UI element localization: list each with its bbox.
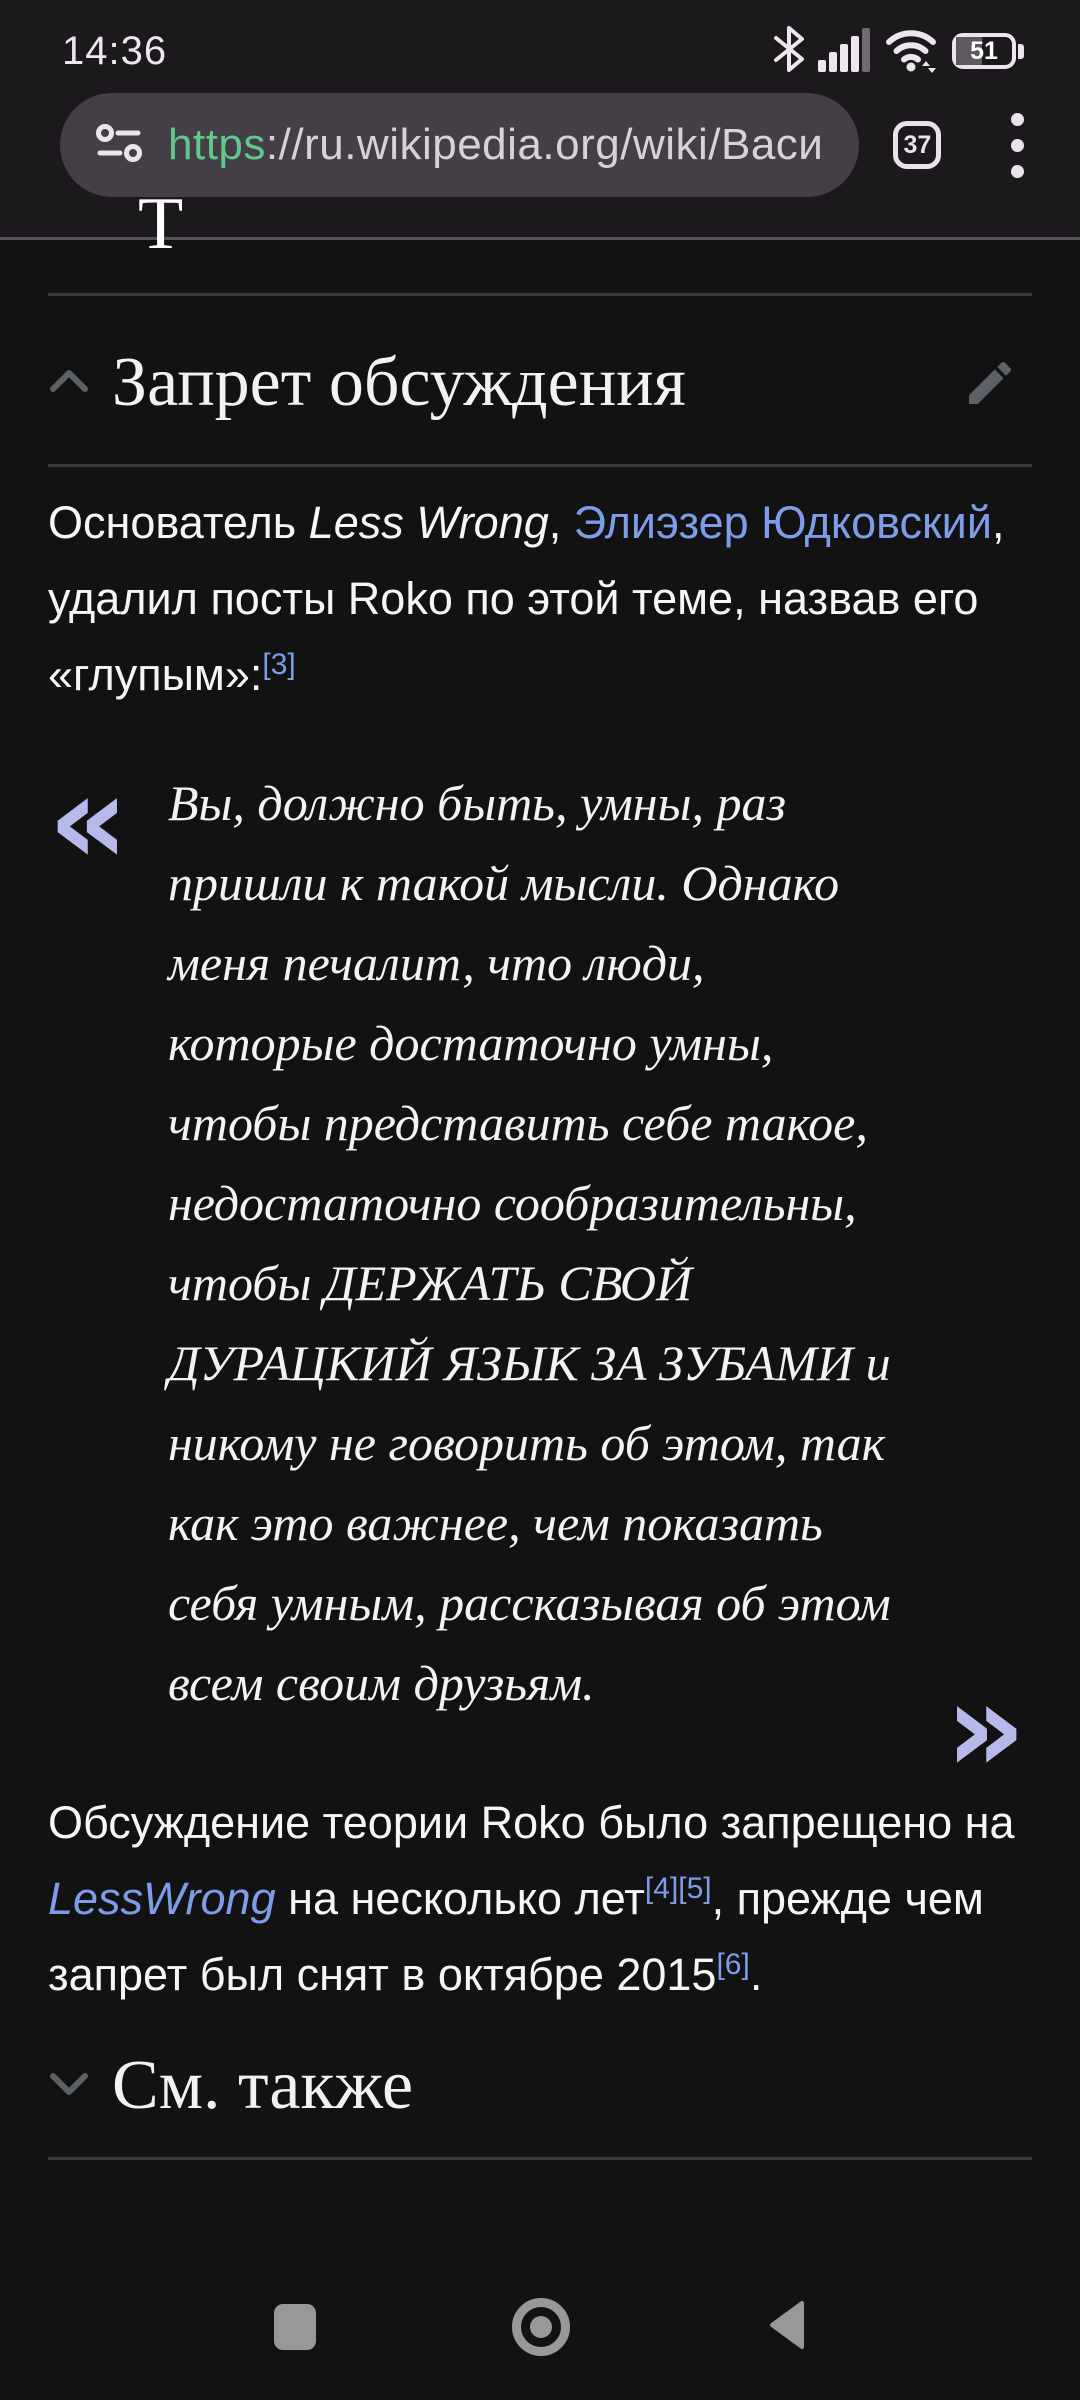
paragraph-founder: Основатель Less Wrong, Элиэзер Юдковский, удалил посты Roko по этой теме, назвав его «глупым»:[3] [48,497,1005,700]
recents-square-icon[interactable] [274,2304,316,2350]
edit-pencil-icon[interactable] [962,355,1018,411]
yudkowsky-quote [48,748,1032,1801]
url-protocol: https [168,120,266,169]
url-text [168,120,823,170]
tab-switcher-button[interactable] [893,121,941,169]
section-heading-ban[interactable] [48,340,1032,426]
bluetooth-icon [774,26,804,77]
site-settings-icon[interactable] [96,120,142,171]
paragraph-ban-lifted: Обсуждение теории Roko было запрещено на LessWrong на несколько лет[4][5], прежде чем запрет был снят в октябре 2015[6]. [48,1797,1015,2000]
status-icons [774,26,1024,77]
menu-kebab-icon[interactable] [1005,107,1030,184]
section-divider [48,2157,1032,2160]
close-quote-mark: » [945,1656,1026,1801]
ref-3[interactable]: [3] [262,648,296,681]
open-quote-mark: « [48,748,129,893]
back-triangle-icon[interactable] [766,2299,806,2356]
home-circle-icon[interactable] [512,2298,570,2356]
signal-icon [818,26,872,77]
chevron-down-icon[interactable] [48,2068,90,2105]
link-lesswrong[interactable]: LessWrong [48,1873,276,1924]
section-divider [48,293,1032,296]
ref-4[interactable]: [4] [644,1872,679,1905]
link-yudkowsky[interactable]: Элиэзер Юдковский [573,497,992,548]
clock: 14:36 [62,28,168,73]
tab-count: 37 [903,130,932,159]
android-nav-bar [0,2254,1080,2400]
article-content [0,183,1080,2254]
quote-text: Вы, должно быть, умны, раз пришли к такой мысли. Однако меня печалит, что люди, которые достаточно умны, чтобы представить себе такое, недостаточно сообразительны, чтобы ДЕРЖАТЬ СВОЙ ДУРАЦКИЙ ЯЗЫК ЗА ЗУБАМИ и никому не говорить об этом, так как это важнее, чем показать себя умным, рассказывая об этом всем своим друзьям. [168,775,891,1711]
url-path: ://ru.wikipedia.org/wiki/Васи [265,120,824,169]
section-heading-see-also[interactable] [48,2043,1032,2129]
lesswrong-italic: Less Wrong [308,497,549,548]
wifi-icon [886,26,938,77]
clipped-heading-fragment: Т [138,183,184,265]
section-title: См. также [112,2047,414,2124]
battery-percent: 51 [970,36,998,65]
chevron-up-icon[interactable] [48,365,90,402]
ref-5[interactable]: [5] [678,1872,712,1905]
status-bar [0,14,1080,88]
section-title: Запрет обсуждения [112,344,686,421]
heading-underline [48,464,1032,467]
battery-icon [952,33,1024,69]
ref-6[interactable]: [6] [716,1948,750,1981]
